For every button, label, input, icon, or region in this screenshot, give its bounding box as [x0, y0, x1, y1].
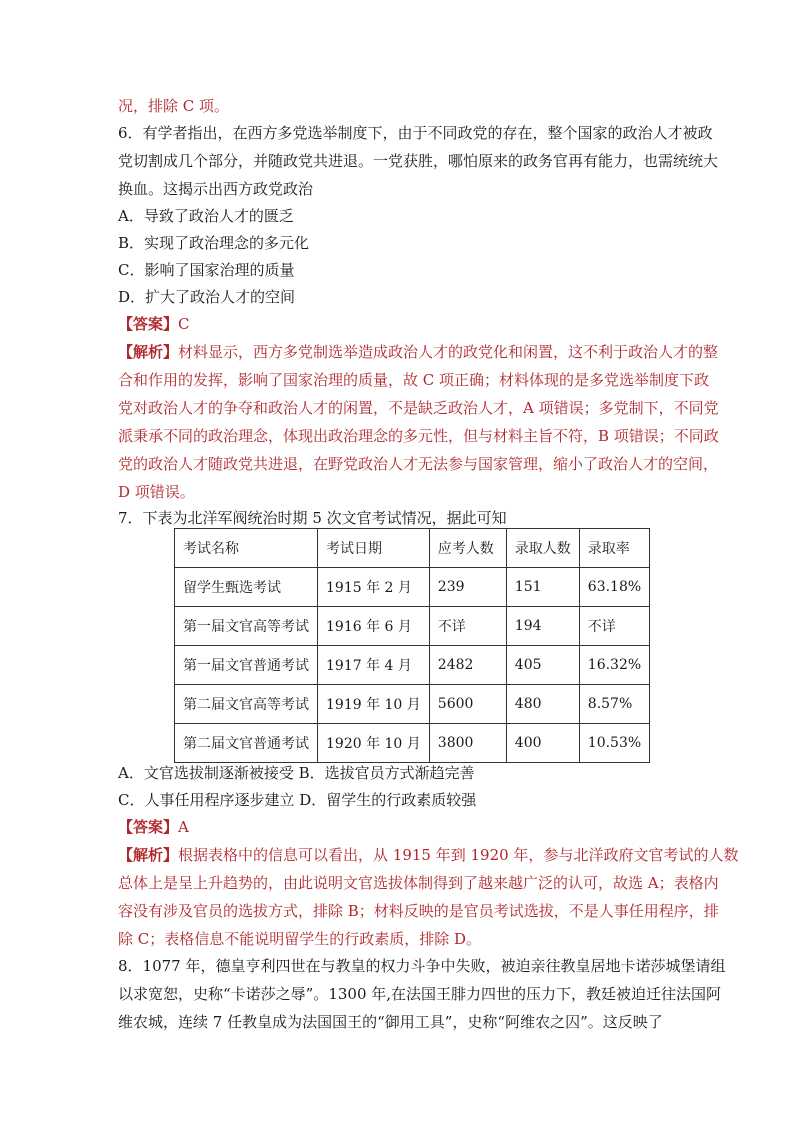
q7-analysis-line: 容没有涉及官员的选拔方式，排除 B；材料反映的是官员考试选拔，不是人事任用程序，排 — [118, 902, 719, 920]
analysis-tag: 【解析】 — [118, 846, 179, 864]
table-cell: 151 — [506, 568, 579, 607]
table-row — [175, 568, 650, 607]
q6-stem-line: 换血。这揭示出西方政党政治 — [118, 180, 314, 198]
table-cell: 不详 — [429, 607, 506, 646]
q6-option-a: A．导致了政治人才的匮乏 — [118, 207, 294, 225]
table-cell: 第二届文官普通考试 — [175, 724, 318, 763]
table-cell: 1920 年 10 月 — [318, 724, 430, 763]
q7-analysis-line: 总体上是呈上升趋势的，由此说明文官选拔体制得到了越来越广泛的认可，故选 A；表格内 — [118, 874, 719, 892]
table-cell: 第一届文官普通考试 — [175, 646, 318, 685]
table-cell: 1915 年 2 月 — [318, 568, 430, 607]
table-header-cell: 应考人数 — [429, 529, 506, 568]
q6-answer — [118, 315, 688, 333]
table-header-cell: 考试日期 — [318, 529, 430, 568]
answer-value: C — [178, 315, 190, 333]
q7-answer — [118, 818, 688, 836]
table-cell: 480 — [506, 685, 579, 724]
q6-analysis-line: 合和作用的发挥，影响了国家治理的质量，故 C 项正确；材料体现的是多党选举制度下政 — [118, 371, 710, 389]
analysis-text: 材料显示，西方多党制选举造成政治人才的政党化和闲置，这不利于政治人才的整 — [178, 343, 719, 361]
analysis-tag: 【解析】 — [118, 343, 179, 361]
table-header-row — [175, 529, 650, 568]
q6-analysis-line: 党对政治人才的争夺和政治人才的闲置，不是缺乏政治人才，A 项错误；多党制下，不同党 — [118, 399, 719, 417]
q6-stem-line: 党切割成几个部分，并随政党共进退。一党获胜，哪怕原来的政务官再有能力，也需统统大 — [118, 152, 719, 170]
table-cell: 63.18% — [579, 568, 649, 607]
table-cell: 8.57% — [579, 685, 649, 724]
table-header-cell: 录取人数 — [506, 529, 579, 568]
table-header-cell: 考试名称 — [175, 529, 318, 568]
table-row — [175, 685, 650, 724]
answer-tag: 【答案】 — [118, 818, 179, 836]
table-cell: 1916 年 6 月 — [318, 607, 430, 646]
q6-analysis-line — [118, 343, 719, 361]
q7-options-line: A．文官选拔制逐渐被接受 B．选拔官员方式渐趋完善 — [118, 764, 475, 782]
table-cell: 不详 — [579, 607, 649, 646]
q7-analysis-line — [118, 846, 739, 864]
table-cell: 留学生甄选考试 — [175, 568, 318, 607]
analysis-text: 根据表格中的信息可以看出，从 1915 年到 1920 年，参与北洋政府文官考试的人数 — [178, 846, 739, 864]
table-cell: 400 — [506, 724, 579, 763]
q7-options-line: C．人事任用程序逐步建立 D．留学生的行政素质较强 — [118, 791, 477, 809]
table-cell: 5600 — [429, 685, 506, 724]
exam-table — [174, 528, 650, 763]
table-row — [175, 607, 650, 646]
table-cell: 第二届文官高等考试 — [175, 685, 318, 724]
table-cell: 194 — [506, 607, 579, 646]
table-cell: 239 — [429, 568, 506, 607]
table-cell: 3800 — [429, 724, 506, 763]
q8-stem-line: 8．1077 年，德皇亨利四世在与教皇的权力斗争中失败，被迫亲往教皇居地卡诺莎城堡请组 — [118, 957, 726, 975]
q5-analysis-tail: 况，排除 C 项。 — [118, 97, 230, 115]
table-cell: 第一届文官高等考试 — [175, 607, 318, 646]
table-cell: 10.53% — [579, 724, 649, 763]
q7-analysis-line: 除 C；表格信息不能说明留学生的行政素质，排除 D。 — [118, 930, 482, 948]
answer-value: A — [178, 818, 189, 836]
table-cell: 1917 年 4 月 — [318, 646, 430, 685]
q6-analysis-line: 党的政治人才随政党共进退，在野党政治人才无法参与国家管理，缩小了政治人才的空间， — [118, 455, 719, 473]
answer-tag: 【答案】 — [118, 315, 179, 333]
q6-stem-line: 6．有学者指出，在西方多党选举制度下，由于不同政党的存在，整个国家的政治人才被政 — [118, 124, 713, 142]
table-row — [175, 646, 650, 685]
q8-stem-line: 以求宽恕，史称“卡诺莎之辱”。1300 年,在法国王腓力四世的压力下，教廷被迫迁往法国阿 — [118, 985, 722, 1003]
q6-option-c: C．影响了国家治理的质量 — [118, 261, 295, 279]
q6-analysis-line: D 项错误。 — [118, 483, 195, 501]
table-cell: 2482 — [429, 646, 506, 685]
table-row — [175, 724, 650, 763]
q6-option-d: D．扩大了政治人才的空间 — [118, 288, 296, 306]
q7-stem: 7．下表为北洋军阀统治时期 5 次文官考试情况，据此可知 — [118, 509, 507, 527]
table-cell: 405 — [506, 646, 579, 685]
table-cell: 1919 年 10 月 — [318, 685, 430, 724]
q6-analysis-line: 派秉承不同的政治理念，体现出政治理念的多元性，但与材料主旨不符，B 项错误；不同政 — [118, 427, 719, 445]
q6-option-b: B．实现了政治理念的多元化 — [118, 234, 310, 252]
q8-stem-line: 维农城，连续 7 任教皇成为法国国王的“御用工具”，史称“阿维农之囚”。这反映了 — [118, 1013, 663, 1031]
table-header-cell: 录取率 — [579, 529, 649, 568]
table-cell: 16.32% — [579, 646, 649, 685]
